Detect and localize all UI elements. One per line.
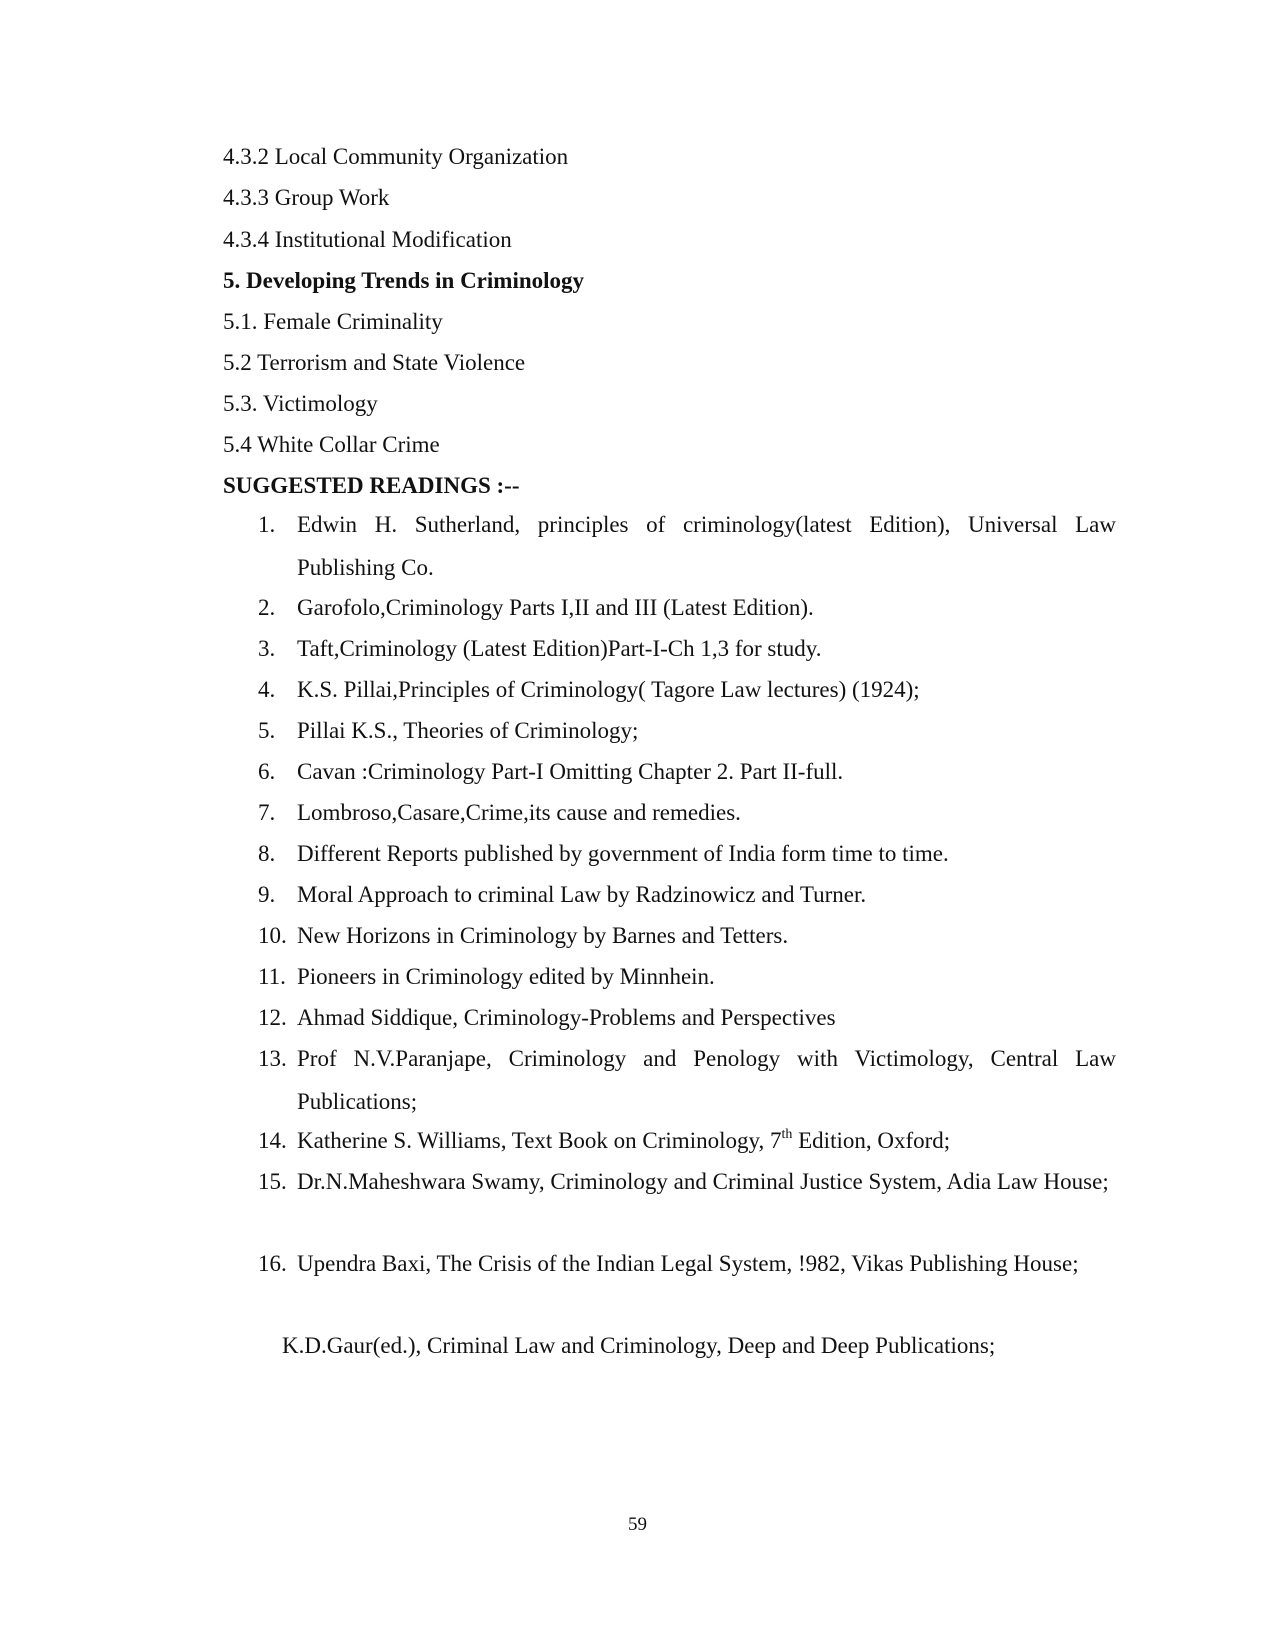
reading-number: 14.	[258, 1128, 287, 1153]
reading-text: Ahmad Siddique, Criminology-Problems and Perspectives	[297, 1005, 836, 1030]
section-item: 5.2 Terrorism and State Violence	[223, 350, 526, 375]
reading-item	[258, 914, 1116, 957]
reading-number: 16.	[258, 1251, 287, 1276]
outline-item: 4.3.3 Group Work	[223, 185, 390, 210]
reading-number: 5.	[258, 718, 276, 743]
reading-number: 7.	[258, 800, 276, 825]
reading-item	[258, 709, 1116, 752]
section-heading: 5. Developing Trends in Criminology	[223, 268, 585, 293]
reading-text: Lombroso,Casare,Crime,its cause and remedies.	[297, 800, 741, 825]
reading-text: Edwin H. Sutherland, principles of criminology(latest Edition), Universal Law Publishing Co.	[297, 512, 1116, 580]
reading-item	[258, 955, 1116, 998]
reading-text: Moral Approach to criminal Law by Radzinowicz and Turner.	[297, 882, 867, 907]
reading-item	[258, 503, 1116, 589]
section-item: 5.4 White Collar Crime	[223, 432, 440, 457]
reading-text: Cavan :Criminology Part-I Omitting Chapter 2. Part II-full.	[297, 759, 844, 784]
reading-item	[258, 791, 1116, 834]
reading-number: 11.	[258, 964, 286, 989]
reading-number: 12.	[258, 1005, 287, 1030]
reading-text: Pillai K.S., Theories of Criminology;	[297, 718, 639, 743]
reading-item	[258, 586, 1116, 629]
reading-item	[258, 873, 1116, 916]
readings-heading: SUGGESTED READINGS :--	[223, 473, 520, 498]
reading-text: Pioneers in Criminology edited by Minnhein.	[297, 964, 715, 989]
reading-number: 13.	[258, 1046, 287, 1071]
reading-number: 9.	[258, 882, 276, 907]
reading-item	[258, 996, 1116, 1039]
reading-item	[258, 1242, 1116, 1285]
reading-item	[258, 832, 1116, 875]
reading-text: K.S. Pillai,Principles of Criminology( Tagore Law lectures) (1924);	[297, 677, 920, 702]
reading-item	[258, 668, 1116, 711]
reading-number: 6.	[258, 759, 276, 784]
reading-number: 8.	[258, 841, 276, 866]
outline-item: 4.3.4 Institutional Modification	[223, 227, 512, 252]
reading-number: 4.	[258, 677, 276, 702]
reading-item	[258, 1037, 1116, 1123]
page-number: 59	[628, 1514, 647, 1535]
outline-item: 4.3.2 Local Community Organization	[223, 144, 569, 169]
section-item: 5.3. Victimology	[223, 391, 378, 416]
reading-number: 1.	[258, 512, 276, 537]
section-item: 5.1. Female Criminality	[223, 309, 443, 334]
reading-text: New Horizons in Criminology by Barnes and Tetters.	[297, 923, 789, 948]
reading-text: Different Reports published by government of India form time to time.	[297, 841, 949, 866]
superscript: th	[781, 1127, 793, 1142]
reading-item	[258, 1119, 1116, 1162]
reading-text: Taft,Criminology (Latest Edition)Part-I-Ch 1,3 for study.	[297, 636, 822, 661]
reading-text	[297, 1119, 1116, 1162]
reading-number: 15.	[258, 1169, 287, 1194]
reading-item	[258, 627, 1116, 670]
reading-item	[258, 750, 1116, 793]
reading-item	[258, 1160, 1116, 1203]
reading-text: Dr.N.Maheshwara Swamy, Criminology and Criminal Justice System, Adia Law House;	[297, 1169, 1109, 1194]
reading-number: 3.	[258, 636, 276, 661]
unnumbered-reading: K.D.Gaur(ed.), Criminal Law and Criminology, Deep and Deep Publications;	[282, 1333, 996, 1358]
reading-number: 10.	[258, 923, 287, 948]
reading-text-main: Katherine S. Williams, Text Book on Criminology, 7	[297, 1128, 782, 1153]
reading-number: 2.	[258, 595, 276, 620]
reading-text: Upendra Baxi, The Crisis of the Indian Legal System, !982, Vikas Publishing House;	[297, 1251, 1079, 1276]
reading-text: Prof N.V.Paranjape, Criminology and Penology with Victimology, Central Law Publications;	[297, 1046, 1116, 1114]
reading-text: Garofolo,Criminology Parts I,II and III (Latest Edition).	[297, 595, 814, 620]
reading-text-tail: Edition, Oxford;	[792, 1128, 951, 1153]
